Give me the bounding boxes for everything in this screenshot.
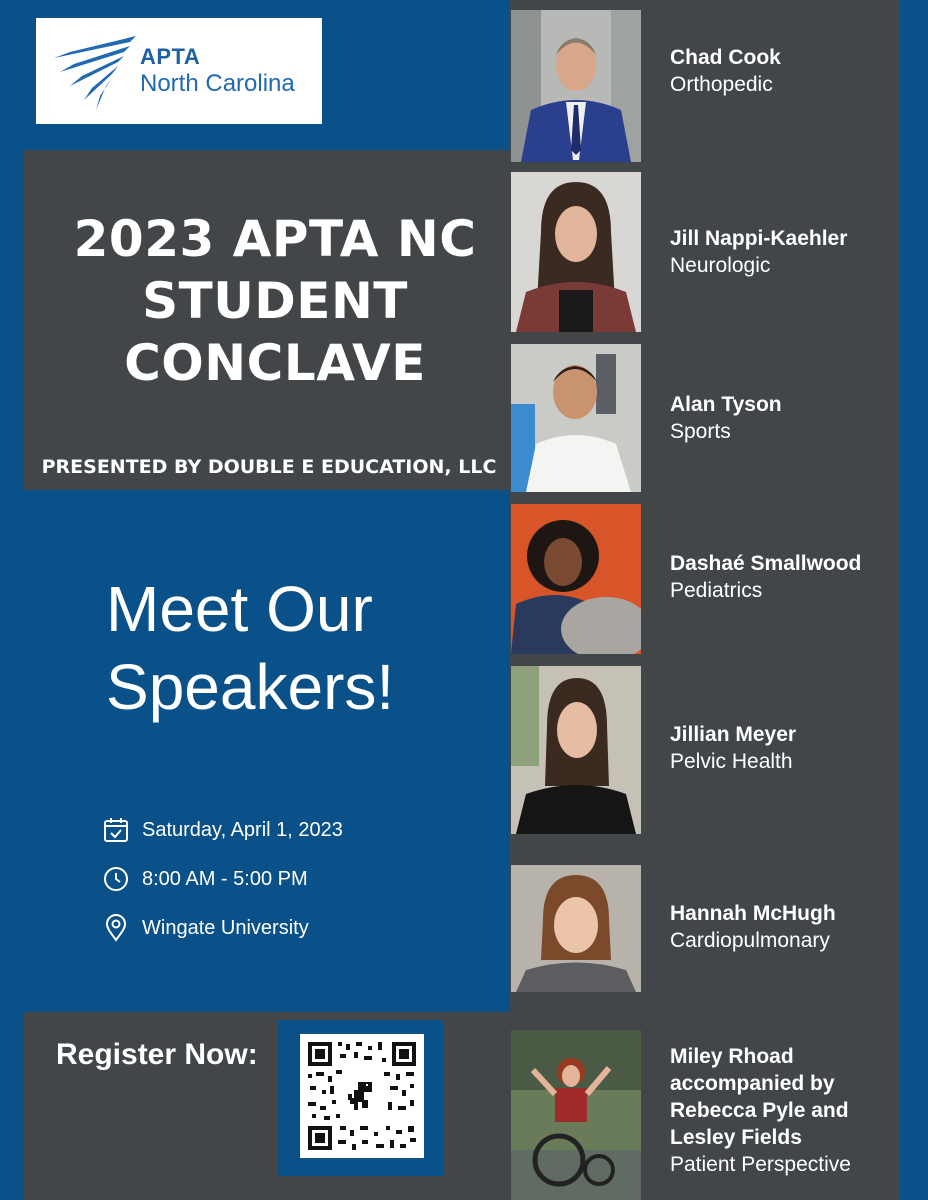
speaker-photo-chad-cook [511,10,641,162]
apta-nc-logo [36,18,322,124]
speaker-specialty: Patient Perspective [670,1153,851,1176]
register-now-label: Register Now: [56,1038,258,1071]
speaker-specialty: Pelvic Health [670,750,793,773]
speaker-photo-hannah-mchugh [511,865,641,992]
speaker-portrait-icon [511,172,641,332]
speaker-specialty: Cardiopulmonary [670,929,830,952]
speaker-photo-jillian-meyer [511,666,641,834]
event-date [102,815,343,845]
speaker-name-line: Miley Rhoad [670,1045,794,1068]
speaker-portrait-icon [511,10,641,162]
logo-text-apta: APTA [140,44,201,69]
headline-line: Meet Our [106,573,373,645]
speaker-photo-jill-nappi-kaehler [511,172,641,332]
headline-line: Speakers! [106,651,395,723]
speaker-photo-miley-rhoad [511,1030,641,1200]
speaker-portrait-icon [511,1030,641,1200]
speaker-photo-alan-tyson [511,344,641,492]
event-time [102,864,308,894]
logo-text-north-carolina: North Carolina [140,70,295,97]
event-location-text: Wingate University [142,916,309,939]
speaker-name-line: Lesley Fields [670,1126,802,1149]
speaker-name-line: accompanied by [670,1072,835,1095]
speaker-name: Jill Nappi-Kaehler [670,227,848,250]
speaker-specialty: Orthopedic [670,73,773,96]
speaker-name: Alan Tyson [670,393,782,416]
speaker-photo-dashae-smallwood [511,504,641,654]
speaker-name-line: Rebecca Pyle and [670,1099,849,1122]
meet-our-speakers-heading [106,570,394,726]
speaker-name: Dashaé Smallwood [670,552,862,575]
event-title-line: 2023 APTA NC [73,210,477,268]
event-title-line: CONCLAVE [124,334,426,392]
speaker-portrait-icon [511,504,641,654]
event-title-line: STUDENT [142,272,408,330]
speaker-portrait-icon [511,666,641,834]
speaker-name-group [670,1043,890,1151]
calendar-check-icon [102,816,130,844]
speaker-name: Chad Cook [670,46,781,69]
clock-icon [102,865,130,893]
registration-qr-code[interactable] [300,1034,424,1158]
speaker-portrait-icon [511,865,641,992]
speaker-specialty: Pediatrics [670,579,763,602]
speaker-portrait-icon [511,344,641,492]
event-location [102,913,309,943]
apta-logo-mark-icon [50,30,136,112]
speaker-specialty: Sports [670,420,731,443]
event-date-text: Saturday, April 1, 2023 [142,818,343,841]
qr-code-icon [300,1034,424,1158]
map-pin-icon [102,914,130,942]
speaker-name: Jillian Meyer [670,723,797,746]
speaker-name: Hannah McHugh [670,902,836,925]
speaker-specialty: Neurologic [670,254,771,277]
event-title [40,208,510,394]
presented-by: PRESENTED BY DOUBLE E EDUCATION, LLC [41,456,497,478]
event-time-text: 8:00 AM - 5:00 PM [142,867,308,890]
